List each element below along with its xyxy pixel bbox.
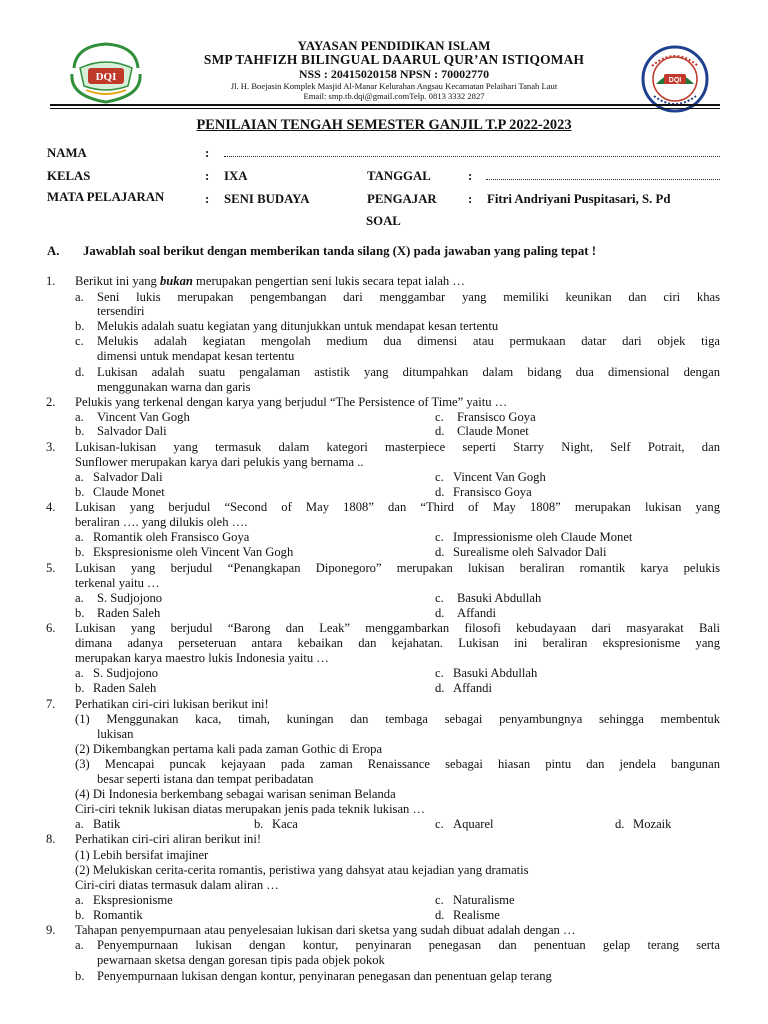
q5-label-d: d.: [435, 606, 445, 620]
q6-option-c[interactable]: Basuki Abdullah: [453, 666, 538, 680]
q7-number: 7.: [46, 697, 56, 711]
q7-option-b[interactable]: Kaca: [272, 817, 298, 831]
q7-label-c: c.: [435, 817, 444, 831]
q4-option-a[interactable]: Romantik oleh Fransisco Goya: [93, 530, 250, 544]
q5-number: 5.: [46, 561, 56, 575]
q7-item-1-cont: lukisan: [97, 727, 134, 741]
q8-option-b[interactable]: Romantik: [93, 908, 143, 922]
q6-option-b[interactable]: Raden Saleh: [93, 681, 157, 695]
q6-text: Lukisan yang berjudul “Barong dan Leak” menggambarkan filosofi kebudayaan dari masyarakat Bali: [75, 621, 720, 635]
q3-option-c[interactable]: Vincent Van Gogh: [453, 470, 546, 484]
school-contact: Email: smp.tb.dqi@gmail.comTelp. 0813 3332 2827: [303, 91, 485, 101]
q3-option-a[interactable]: Salvador Dali: [93, 470, 163, 484]
q2-option-b[interactable]: Salvador Dali: [97, 424, 167, 438]
q2-label-c: c.: [435, 410, 444, 424]
q4-label-b: b.: [75, 545, 85, 559]
q6-label-b: b.: [75, 681, 85, 695]
q1-option-d[interactable]: Lukisan adalah suatu pengalaman astistik yang ditumpahkan dalam bidang dua dimensional dengan: [97, 365, 720, 379]
q7-item-4: (4) Di Indonesia berkembang sebagai warisan seniman Belanda: [75, 787, 396, 801]
school-logo-left: [66, 38, 146, 108]
q6-text-cont2: merupakan karya maestro lukis Indonesia yaitu …: [75, 651, 329, 665]
q7-text: Perhatikan ciri-ciri lukisan berikut ini!: [75, 697, 269, 711]
q7-item-1: (1) Menggunakan kaca, timah, kuningan dan tembaga sebagai penyambungnya sehingga membentuk: [75, 712, 720, 726]
q9-option-b[interactable]: Penyempurnaan lukisan dengan kontur, penyinaran penegasan dan penentuan gelap terang: [97, 969, 552, 983]
soal-label: SOAL: [366, 214, 401, 228]
q1-label-a: a.: [75, 290, 84, 304]
q7-option-c[interactable]: Aquarel: [453, 817, 494, 831]
q4-option-d[interactable]: Surealisme oleh Salvador Dali: [453, 545, 607, 559]
q8-number: 8.: [46, 832, 56, 846]
q2-label-a: a.: [75, 410, 84, 424]
q7-label-b: b.: [254, 817, 264, 831]
logo-right-text: DQI: [668, 77, 682, 84]
q6-label-a: a.: [75, 666, 84, 680]
q5-label-b: b.: [75, 606, 85, 620]
q7-option-a[interactable]: Batik: [93, 817, 121, 831]
q8-label-a: a.: [75, 893, 84, 907]
q3-text-cont: Sunflower merupakan karya dari pelukis yang bernama ..: [75, 455, 364, 469]
q5-option-c[interactable]: Basuki Abdullah: [457, 591, 542, 605]
q9-number: 9.: [46, 923, 56, 937]
school-address: Jl. H. Boejasin Komplek Masjid Al-Manar Kelurahan Angsau Kecamatan Pelaihari Tanah Laut: [230, 81, 558, 91]
q1-text: Berikut ini yang bukan merupakan pengertian seni lukis secara tepat ialah …: [75, 274, 465, 288]
q5-text-cont: terkenal yaitu …: [75, 576, 160, 590]
q5-text: Lukisan yang berjudul “Penangkapan Diponegoro” merupakan lukisan beraliran romantik karya pelukis: [75, 561, 720, 575]
q2-option-d[interactable]: Claude Monet: [457, 424, 529, 438]
q5-label-a: a.: [75, 591, 84, 605]
q1-option-a-cont: tersendiri: [97, 304, 145, 318]
q6-text-cont1: dimana adanya perseteruan antara kebaikan dan kejahatan. Lukisan ini beraliran ekspresionisme yang: [75, 636, 720, 650]
q2-option-a[interactable]: Vincent Van Gogh: [97, 410, 190, 424]
q4-label-a: a.: [75, 530, 84, 544]
q7-item-3-cont: besar seperti istana dan tempat peribadatan: [97, 772, 314, 786]
q8-option-c[interactable]: Naturalisme: [453, 893, 515, 907]
q8-label-c: c.: [435, 893, 444, 907]
q3-label-b: b.: [75, 485, 85, 499]
header-rule-thick: [50, 104, 720, 106]
q6-number: 6.: [46, 621, 56, 635]
q5-label-c: c.: [435, 591, 444, 605]
q2-label-d: d.: [435, 424, 445, 438]
q1-option-c[interactable]: Melukis adalah kegiatan mengolah medium dua dimensi atau permukaan datar dari objek tiga: [97, 334, 720, 348]
q9-option-a[interactable]: Penyempurnaan lukisan dengan kontur, penyinaran penegasan dan penentuan gelap terang serta: [97, 938, 720, 952]
q1-option-a[interactable]: Seni lukis merupakan pengembangan dari menggambar yang memiliki keunikan dan ciri khas: [97, 290, 720, 304]
q1-emphasis: bukan: [160, 274, 193, 288]
kelas-label: KELAS: [47, 169, 91, 183]
q8-option-a[interactable]: Ekspresionisme: [93, 893, 173, 907]
q1-option-d-cont: menggunakan warna dan garis: [97, 380, 251, 394]
logo-left-text: DQI: [95, 71, 117, 83]
q7-question: Ciri-ciri teknik lukisan diatas merupakan jenis pada teknik lukisan …: [75, 802, 426, 816]
q8-item-2: (2) Melukiskan cerita-cerita romantis, peristiwa yang dahsyat atau kejadian yang dramatis: [75, 863, 529, 877]
q3-label-d: d.: [435, 485, 445, 499]
q8-label-d: d.: [435, 908, 445, 922]
q2-option-c[interactable]: Fransisco Goya: [457, 410, 536, 424]
tanggal-colon: :: [468, 169, 473, 183]
foundation-name: YAYASAN PENDIDIKAN ISLAM: [297, 38, 491, 53]
pengajar-label: PENGAJAR: [367, 192, 437, 206]
pengajar-colon: :: [468, 192, 473, 206]
q3-text: Lukisan-lukisan yang termasuk dalam kategori masterpiece seperti Starry Night, Self Potrait, dan: [75, 440, 720, 454]
mapel-colon: :: [205, 192, 210, 206]
q6-label-d: d.: [435, 681, 445, 695]
q7-label-d: d.: [615, 817, 625, 831]
instruction-text: Jawablah soal berikut dengan memberikan tanda silang (X) pada jawaban yang paling tepat !: [83, 244, 597, 258]
q3-option-b[interactable]: Claude Monet: [93, 485, 165, 499]
exam-title: PENILAIAN TENGAH SEMESTER GANJIL T.P 2022-2023: [196, 117, 572, 133]
q8-item-1: (1) Lebih bersifat imajiner: [75, 848, 209, 862]
q1-number: 1.: [46, 274, 56, 288]
q7-item-2: (2) Dikembangkan pertama kali pada zaman Gothic di Eropa: [75, 742, 383, 756]
q9-text: Tahapan penyempurnaan atau penyelesaian lukisan dari sketsa yang sudah dibuat adalah dengan …: [75, 923, 576, 937]
q2-number: 2.: [46, 395, 56, 409]
q9-label-a: a.: [75, 938, 84, 952]
q3-label-a: a.: [75, 470, 84, 484]
nama-label: NAMA: [47, 146, 87, 160]
tanggal-field[interactable]: [486, 170, 720, 180]
q7-label-a: a.: [75, 817, 84, 831]
q4-option-b[interactable]: Ekspresionisme oleh Vincent Van Gogh: [93, 545, 294, 559]
q1-label-c: c.: [75, 334, 84, 348]
kelas-value: IXA: [224, 169, 248, 183]
kelas-colon: :: [205, 169, 210, 183]
section-instruction: [47, 244, 596, 259]
q5-option-d[interactable]: Affandi: [457, 606, 496, 620]
q8-question: Ciri-ciri diatas termasuk dalam aliran …: [75, 878, 279, 892]
q3-number: 3.: [46, 440, 56, 454]
q5-option-b[interactable]: Raden Saleh: [97, 606, 161, 620]
q4-label-c: c.: [435, 530, 444, 544]
q5-option-a[interactable]: S. Sudjojono: [97, 591, 163, 605]
q7-option-d[interactable]: Mozaik: [633, 817, 672, 831]
pengajar-value: Fitri Andriyani Puspitasari, S. Pd: [487, 192, 671, 206]
q4-label-d: d.: [435, 545, 445, 559]
q1-label-d: d.: [75, 365, 85, 379]
nama-colon: :: [205, 146, 210, 160]
school-name: SMP TAHFIZH BILINGUAL DAARUL QUR’AN ISTIQOMAH: [203, 52, 585, 67]
nama-field[interactable]: [224, 147, 720, 157]
q2-text: Pelukis yang terkenal dengan karya yang berjudul “The Persistence of Time” yaitu …: [75, 395, 508, 409]
q4-number: 4.: [46, 500, 56, 514]
q6-label-c: c.: [435, 666, 444, 680]
q3-option-d[interactable]: Fransisco Goya: [453, 485, 532, 499]
mapel-label: MATA PELAJARAN: [47, 190, 165, 204]
q4-option-c[interactable]: Impressionisme oleh Claude Monet: [453, 530, 633, 544]
q8-label-b: b.: [75, 908, 85, 922]
q4-text: Lukisan yang berjudul “Second of May 1808” dan “Third of May 1808” merupakan lukisan yang: [75, 500, 720, 514]
q6-option-a[interactable]: S. Sudjojono: [93, 666, 159, 680]
q4-text-cont: beraliran …. yang dilukis oleh ….: [75, 515, 248, 529]
mapel-value: SENI BUDAYA: [224, 192, 310, 206]
q8-option-d[interactable]: Realisme: [453, 908, 500, 922]
q1-label-b: b.: [75, 319, 85, 333]
tanggal-label: TANGGAL: [367, 169, 431, 183]
q9-option-a-cont: pewarnaan sketsa dengan goresan tipis pada objek pokok: [97, 953, 385, 967]
q2-label-b: b.: [75, 424, 85, 438]
q8-text: Perhatikan ciri-ciri aliran berikut ini!: [75, 832, 262, 846]
q6-option-d[interactable]: Affandi: [453, 681, 492, 695]
q1-option-c-cont: dimensi untuk mendapat kesan tertentu: [97, 349, 295, 363]
section-marker: A.: [47, 244, 60, 258]
q7-item-3: (3) Mencapai puncak kejayaan pada zaman Renaissance sebagai hiasan pintu dan jendela bangunan: [75, 757, 720, 771]
q9-label-b: b.: [75, 969, 85, 983]
q1-option-b[interactable]: Melukis adalah suatu kegiatan yang ditunjukkan untuk mendapat kesan tertentu: [97, 319, 499, 333]
header-rule-thin: [50, 108, 720, 109]
q3-label-c: c.: [435, 470, 444, 484]
school-nss: NSS : 20415020158 NPSN : 70002770: [298, 67, 490, 81]
